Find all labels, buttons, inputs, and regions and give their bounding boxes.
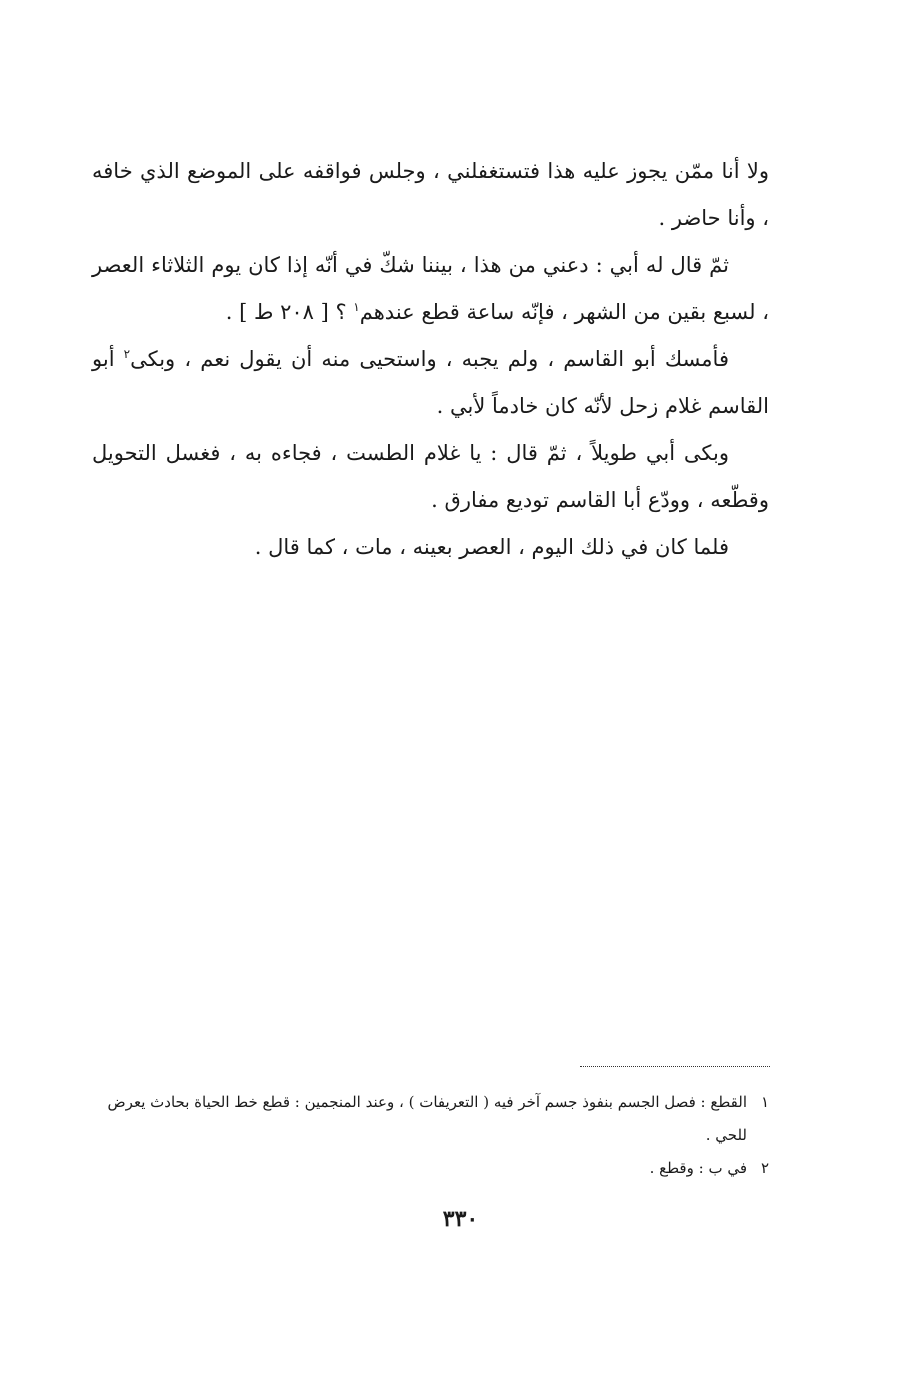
paragraph-3-tail: أبو القاسم غلام زحل لأنّه كان خادماً لأبي . — [92, 347, 769, 418]
paragraph-4: وبكى أبي طويلاً ، ثمّ قال : يا غلام الطست ، فجاءه به ، فغسل التحويل وقطّعه ، وودّع أبا القاسم توديع مفارق . — [92, 441, 769, 512]
paragraph-2-tail: ؟ [ ٢٠٨ ط ] . — [225, 300, 354, 324]
footnote-text: في ب : وقطع . — [649, 1159, 747, 1177]
footnotes — [92, 1086, 769, 1185]
footnote-number: ١ — [760, 1093, 769, 1111]
paragraph-3-text: فأمسك أبو القاسم ، ولم يجبه ، واستحيى منه أن يقول نعم ، وبكى — [130, 347, 729, 371]
footnote-number: ٢ — [760, 1159, 769, 1177]
footnote-2 — [92, 1152, 769, 1185]
footnote-ref-1: ١ — [353, 300, 360, 314]
footnote-separator — [580, 1066, 770, 1067]
page-number: ٣٣٠ — [442, 1206, 479, 1232]
paragraph-2-text: ثمّ قال له أبي : دعني من هذا ، بيننا شكّ في أنّه إذا كان يوم الثلاثاء العصر ، لسبع بقين من الشهر ، فإنّه ساعة قطع عندهم — [92, 253, 769, 324]
paragraph-3 — [92, 336, 769, 430]
paragraph-5: فلما كان في ذلك اليوم ، العصر بعينه ، مات ، كما قال . — [254, 535, 729, 559]
paragraph-2 — [92, 242, 769, 336]
footnote-ref-2: ٢ — [123, 347, 131, 361]
footnote-text: القطع : فصل الجسم بنفوذ جسم آخر فيه ( التعريفات ) ، وعند المنجمين : قطع خط الحياة بحادث يعرض للحي . — [107, 1093, 747, 1144]
footnote-1 — [92, 1086, 769, 1152]
main-text — [92, 148, 769, 571]
paragraph-1: ولا أنا ممّن يجوز عليه هذا فتستغفلني ، وجلس فواقفه على الموضع الذي خافه ، وأنا حاضر . — [92, 159, 769, 230]
